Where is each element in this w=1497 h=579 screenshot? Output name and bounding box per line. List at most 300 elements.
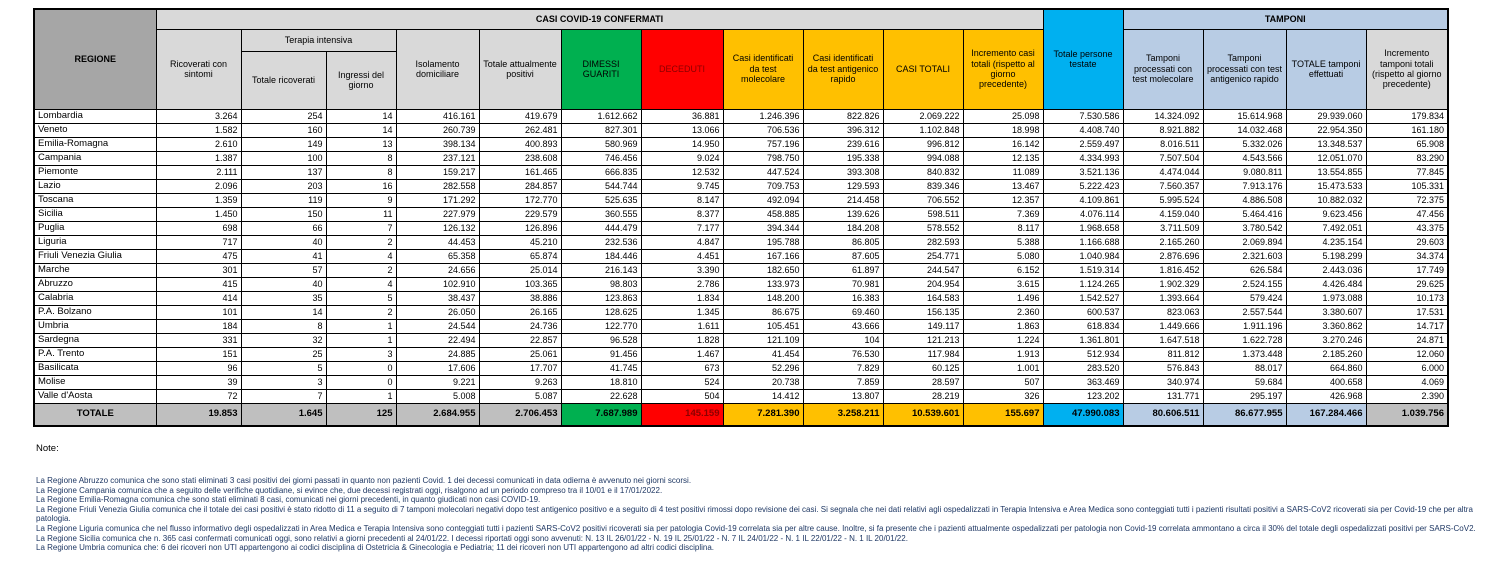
cell-ti_ingressi: 14: [326, 109, 396, 123]
table-row: [34, 207, 1448, 221]
cell-ti_ingressi: 1: [326, 319, 396, 333]
header-ti-ingressi-giorno: Ingressi del giorno: [326, 51, 396, 109]
cell-ti_totale: 66: [241, 221, 326, 235]
cell-tamponi_antigenico: 4.886.508: [1203, 193, 1286, 207]
table-header: [34, 9, 1448, 109]
cell-persone_testate: 7.530.586: [1043, 109, 1123, 123]
note-item: La Regione Friuli Venezia Giulia comunica che il totale dei casi positivi è stato ridotto di 11 a seguito di 7 tamponi molecolari negativi dopo test antigenico positivo e a seguito di 4 test positivi rimossi dopo revisione dei casi. Si segnala che nei dati relativi agli ospedalizzati in Terapia Intensiva e Area Medica sono conteggiati tutti i pazienti risultati positivi a SARS-CoV2 ricoverati sia per Covid-19 che per altra patologia.: [36, 504, 1473, 524]
cell-tamponi_antigenico: 7.913.176: [1203, 179, 1286, 193]
cell-totale_tamponi: 9.623.456: [1286, 207, 1366, 221]
table-row: [34, 151, 1448, 165]
cell-isolamento: 22.494: [396, 333, 479, 347]
cell-deceduti: 8.147: [641, 193, 723, 207]
cell-attualmente_positivi: 38.886: [479, 291, 561, 305]
cell-casi_molecolare: 447.524: [723, 165, 803, 179]
cell-incremento_tamponi: 10.173: [1366, 291, 1448, 305]
cell-deceduti: 13.066: [641, 123, 723, 137]
cell-isolamento: 227.979: [396, 207, 479, 221]
cell-incremento_casi: 18.998: [963, 123, 1043, 137]
header-ricoverati-sintomi: Ricoverati con sintomi: [156, 29, 241, 109]
cell-incremento_tamponi: 83.290: [1366, 151, 1448, 165]
note-item: La Regione Abruzzo comunica che sono stati eliminati 3 casi positivi dei giorni passati in quanto non pazienti Covid. 1 dei decessi comunicati in data odierna è avvenuto nei giorni scorsi.: [36, 476, 692, 485]
cell-ti_totale: 35: [241, 291, 326, 305]
cell-incremento_tamponi: 47.456: [1366, 207, 1448, 221]
band-tamponi: TAMPONI: [1123, 9, 1448, 29]
cell-casi_totali: 598.511: [883, 207, 963, 221]
cell-totale_tamponi: 4.235.154: [1286, 235, 1366, 249]
cell-casi_antigenico: 396.312: [803, 123, 883, 137]
cell-ti_totale: 203: [241, 179, 326, 193]
note-item: La Regione Liguria comunica che nel flusso informativo degli ospedalizzati in Area Medica e Terapia Intensiva sono conteggiati tutti i pazienti SARS-CoV2 positivi ricoverati sia per patologia Covid-19 correlata sia per altre cause. Inoltre, si fa presente che i pazienti attualmente ospedalizzati per patologia non Covid-19 correlata ammontano a circa il 30% del totale degli ospedalizzati positivi per SARS-CoV2.: [36, 523, 1476, 533]
region-name: Valle d'Aosta: [34, 389, 156, 403]
cell-incremento_tamponi: 29.625: [1366, 277, 1448, 291]
cell-ti_totale: 41: [241, 249, 326, 263]
cell-ricoverati_sintomi: 2.111: [156, 165, 241, 179]
cell-dimessi_guariti: 128.625: [561, 305, 641, 319]
cell-persone_testate: 1.542.527: [1043, 291, 1123, 305]
cell-casi_molecolare: 394.344: [723, 221, 803, 235]
cell-casi_totali: 244.547: [883, 263, 963, 277]
cell-casi_molecolare: 133.973: [723, 277, 803, 291]
table-row: [34, 291, 1448, 305]
cell-ricoverati_sintomi: 475: [156, 249, 241, 263]
cell-deceduti: 4.451: [641, 249, 723, 263]
total-cell-persone_testate: 47.990.083: [1043, 403, 1123, 426]
cell-tamponi_antigenico: 4.543.566: [1203, 151, 1286, 165]
cell-persone_testate: 512.934: [1043, 347, 1123, 361]
cell-ti_ingressi: 2: [326, 235, 396, 249]
cell-incremento_tamponi: 14.717: [1366, 319, 1448, 333]
header-isolamento: Isolamento domiciliare: [396, 29, 479, 109]
cell-casi_totali: 28.219: [883, 389, 963, 403]
cell-ti_totale: 100: [241, 151, 326, 165]
cell-totale_tamponi: 15.473.533: [1286, 179, 1366, 193]
cell-persone_testate: 4.109.861: [1043, 193, 1123, 207]
cell-persone_testate: 1.040.984: [1043, 249, 1123, 263]
cell-casi_totali: 2.069.222: [883, 109, 963, 123]
cell-tamponi_antigenico: 2.069.894: [1203, 235, 1286, 249]
cell-incremento_tamponi: 29.603: [1366, 235, 1448, 249]
total-cell-tamponi_molecolare: 80.606.511: [1123, 403, 1203, 426]
cell-persone_testate: 1.968.658: [1043, 221, 1123, 235]
total-cell-casi_totali: 10.539.601: [883, 403, 963, 426]
cell-ti_ingressi: 5: [326, 291, 396, 305]
cell-ti_ingressi: 4: [326, 249, 396, 263]
cell-ti_totale: 119: [241, 193, 326, 207]
cell-isolamento: 26.050: [396, 305, 479, 319]
region-name: Abruzzo: [34, 277, 156, 291]
cell-casi_molecolare: 20.738: [723, 375, 803, 389]
cell-casi_antigenico: 43.666: [803, 319, 883, 333]
cell-deceduti: 4.847: [641, 235, 723, 249]
header-casi-totali: CASI TOTALI: [883, 29, 963, 109]
cell-incremento_casi: 326: [963, 389, 1043, 403]
cell-incremento_casi: 8.117: [963, 221, 1043, 235]
table-row: [34, 389, 1448, 403]
cell-ti_ingressi: 14: [326, 123, 396, 137]
total-cell-isolamento: 2.684.955: [396, 403, 479, 426]
cell-casi_antigenico: 214.458: [803, 193, 883, 207]
cell-attualmente_positivi: 161.465: [479, 165, 561, 179]
cell-incremento_casi: 6.152: [963, 263, 1043, 277]
region-name: Campania: [34, 151, 156, 165]
total-row: [34, 403, 1448, 426]
cell-casi_molecolare: 105.451: [723, 319, 803, 333]
cell-deceduti: 3.390: [641, 263, 723, 277]
cell-tamponi_antigenico: 1.373.448: [1203, 347, 1286, 361]
cell-dimessi_guariti: 1.612.662: [561, 109, 641, 123]
cell-attualmente_positivi: 419.679: [479, 109, 561, 123]
cell-ti_totale: 40: [241, 235, 326, 249]
cell-incremento_casi: 7.369: [963, 207, 1043, 221]
cell-deceduti: 2.786: [641, 277, 723, 291]
cell-ricoverati_sintomi: 331: [156, 333, 241, 347]
cell-tamponi_antigenico: 9.080.811: [1203, 165, 1286, 179]
cell-deceduti: 8.377: [641, 207, 723, 221]
header-tamponi-molecolare: Tamponi processati con test molecolare: [1123, 29, 1203, 109]
cell-ti_ingressi: 13: [326, 137, 396, 151]
cell-casi_totali: 996.812: [883, 137, 963, 151]
cell-ti_ingressi: 11: [326, 207, 396, 221]
cell-attualmente_positivi: 172.770: [479, 193, 561, 207]
total-cell-dimessi_guariti: 7.687.989: [561, 403, 641, 426]
cell-persone_testate: 5.222.423: [1043, 179, 1123, 193]
cell-deceduti: 36.881: [641, 109, 723, 123]
cell-tamponi_molecolare: 1.647.518: [1123, 333, 1203, 347]
cell-persone_testate: 618.834: [1043, 319, 1123, 333]
note-item: La Regione Campania comunica che a seguito delle verifiche quotidiane, si evince che, due decessi registrati oggi, risalgono ad un periodo compreso tra il 10/01 e il 17/01/2022.: [36, 485, 663, 495]
cell-ti_ingressi: 9: [326, 193, 396, 207]
cell-deceduti: 1.345: [641, 305, 723, 319]
cell-incremento_casi: 1.224: [963, 333, 1043, 347]
table-row: [34, 193, 1448, 207]
cell-isolamento: 65.358: [396, 249, 479, 263]
cell-casi_totali: 164.583: [883, 291, 963, 305]
header-tamponi-antigenico: Tamponi processati con test antigenico rapido: [1203, 29, 1286, 109]
cell-isolamento: 24.885: [396, 347, 479, 361]
cell-incremento_casi: 507: [963, 375, 1043, 389]
cell-casi_totali: 706.552: [883, 193, 963, 207]
cell-tamponi_antigenico: 14.032.468: [1203, 123, 1286, 137]
cell-tamponi_molecolare: 4.474.044: [1123, 165, 1203, 179]
cell-ti_totale: 8: [241, 319, 326, 333]
cell-casi_molecolare: 167.166: [723, 249, 803, 263]
cell-ricoverati_sintomi: 1.387: [156, 151, 241, 165]
header-dimessi-guariti: DIMESSI GUARITI: [561, 29, 641, 109]
cell-casi_molecolare: 757.196: [723, 137, 803, 151]
cell-isolamento: 17.606: [396, 361, 479, 375]
cell-casi_molecolare: 706.536: [723, 123, 803, 137]
cell-attualmente_positivi: 25.061: [479, 347, 561, 361]
cell-casi_molecolare: 709.753: [723, 179, 803, 193]
cell-dimessi_guariti: 22.628: [561, 389, 641, 403]
cell-isolamento: 24.544: [396, 319, 479, 333]
cell-incremento_casi: 25.098: [963, 109, 1043, 123]
table-row: [34, 221, 1448, 235]
cell-incremento_casi: 1.001: [963, 361, 1043, 375]
header-persone-testate: Totale persone testate: [1043, 9, 1123, 109]
cell-totale_tamponi: 2.443.036: [1286, 263, 1366, 277]
cell-totale_tamponi: 29.939.060: [1286, 109, 1366, 123]
header-terapia-intensiva: Terapia intensiva: [241, 29, 396, 51]
cell-ricoverati_sintomi: 72: [156, 389, 241, 403]
total-cell-ti_ingressi: 125: [326, 403, 396, 426]
header-casi-antigenico: Casi identificati da test antigenico rapido: [803, 29, 883, 109]
cell-tamponi_antigenico: 5.464.416: [1203, 207, 1286, 221]
covid-data-table: [33, 8, 1449, 427]
table-body: [34, 109, 1448, 426]
header-casi-molecolare: Casi identificati da test molecolare: [723, 29, 803, 109]
cell-totale_tamponi: 400.658: [1286, 375, 1366, 389]
cell-deceduti: 7.177: [641, 221, 723, 235]
cell-tamponi_molecolare: 8.016.511: [1123, 137, 1203, 151]
region-name: Umbria: [34, 319, 156, 333]
region-name: Puglia: [34, 221, 156, 235]
cell-totale_tamponi: 3.380.607: [1286, 305, 1366, 319]
cell-ricoverati_sintomi: 1.450: [156, 207, 241, 221]
cell-attualmente_positivi: 126.896: [479, 221, 561, 235]
cell-incremento_tamponi: 65.908: [1366, 137, 1448, 151]
cell-deceduti: 9.024: [641, 151, 723, 165]
cell-ricoverati_sintomi: 415: [156, 277, 241, 291]
cell-ricoverati_sintomi: 184: [156, 319, 241, 333]
cell-deceduti: 673: [641, 361, 723, 375]
cell-isolamento: 24.656: [396, 263, 479, 277]
cell-ricoverati_sintomi: 151: [156, 347, 241, 361]
cell-ti_ingressi: 1: [326, 389, 396, 403]
cell-isolamento: 237.121: [396, 151, 479, 165]
cell-deceduti: 1.611: [641, 319, 723, 333]
cell-ti_ingressi: 3: [326, 347, 396, 361]
cell-isolamento: 38.437: [396, 291, 479, 305]
cell-tamponi_molecolare: 8.921.882: [1123, 123, 1203, 137]
total-cell-casi_antigenico: 3.258.211: [803, 403, 883, 426]
header-deceduti: DECEDUTI: [641, 29, 723, 109]
total-cell-ti_totale: 1.645: [241, 403, 326, 426]
cell-incremento_tamponi: 77.845: [1366, 165, 1448, 179]
cell-casi_antigenico: 239.616: [803, 137, 883, 151]
cell-ti_ingressi: 0: [326, 375, 396, 389]
cell-casi_antigenico: 16.383: [803, 291, 883, 305]
cell-incremento_casi: 11.089: [963, 165, 1043, 179]
cell-ricoverati_sintomi: 717: [156, 235, 241, 249]
cell-casi_totali: 994.088: [883, 151, 963, 165]
region-name: Liguria: [34, 235, 156, 249]
cell-attualmente_positivi: 22.857: [479, 333, 561, 347]
header-ti-totale-ricoverati: Totale ricoverati: [241, 51, 326, 109]
cell-incremento_tamponi: 105.331: [1366, 179, 1448, 193]
cell-incremento_casi: 16.142: [963, 137, 1043, 151]
cell-tamponi_molecolare: 1.393.664: [1123, 291, 1203, 305]
cell-tamponi_molecolare: 7.560.357: [1123, 179, 1203, 193]
cell-ti_ingressi: 1: [326, 333, 396, 347]
cell-attualmente_positivi: 238.608: [479, 151, 561, 165]
cell-ricoverati_sintomi: 101: [156, 305, 241, 319]
cell-dimessi_guariti: 96.528: [561, 333, 641, 347]
region-name: P.A. Bolzano: [34, 305, 156, 319]
cell-isolamento: 9.221: [396, 375, 479, 389]
cell-tamponi_antigenico: 2.557.544: [1203, 305, 1286, 319]
cell-ti_totale: 40: [241, 277, 326, 291]
cell-dimessi_guariti: 666.835: [561, 165, 641, 179]
cell-dimessi_guariti: 122.770: [561, 319, 641, 333]
table-row: [34, 347, 1448, 361]
cell-totale_tamponi: 7.492.051: [1286, 221, 1366, 235]
cell-incremento_casi: 12.135: [963, 151, 1043, 165]
cell-tamponi_antigenico: 15.614.968: [1203, 109, 1286, 123]
table-row: [34, 361, 1448, 375]
cell-totale_tamponi: 664.860: [1286, 361, 1366, 375]
table-row: [34, 375, 1448, 389]
cell-persone_testate: 283.520: [1043, 361, 1123, 375]
cell-tamponi_antigenico: 1.911.196: [1203, 319, 1286, 333]
cell-totale_tamponi: 1.973.088: [1286, 291, 1366, 305]
cell-casi_antigenico: 69.460: [803, 305, 883, 319]
cell-dimessi_guariti: 746.456: [561, 151, 641, 165]
region-name: Marche: [34, 263, 156, 277]
cell-casi_totali: 204.954: [883, 277, 963, 291]
cell-persone_testate: 1.124.265: [1043, 277, 1123, 291]
cell-tamponi_antigenico: 295.197: [1203, 389, 1286, 403]
cell-ti_ingressi: 2: [326, 305, 396, 319]
cell-attualmente_positivi: 400.893: [479, 137, 561, 151]
region-name: Sicilia: [34, 207, 156, 221]
cell-deceduti: 9.745: [641, 179, 723, 193]
cell-persone_testate: 4.408.740: [1043, 123, 1123, 137]
header-attualmente-positivi: Totale attualmente positivi: [479, 29, 561, 109]
cell-persone_testate: 3.521.136: [1043, 165, 1123, 179]
note-item: La Regione Sicilia comunica che n. 365 casi confermati comunicati oggi, sono relativi a giorni precedenti al 24/01/22. I decessi riportati oggi sono avvenuti: N. 13 IL 26/01/22 - N. 19 IL 25/01/22 - N. 7 IL 24/01/22 - N. 1 IL 22/01/22 - N. 1 IL 20/01/22.: [36, 533, 908, 543]
cell-ricoverati_sintomi: 39: [156, 375, 241, 389]
cell-tamponi_antigenico: 2.321.603: [1203, 249, 1286, 263]
cell-dimessi_guariti: 184.446: [561, 249, 641, 263]
cell-casi_antigenico: 87.605: [803, 249, 883, 263]
cell-casi_molecolare: 1.246.396: [723, 109, 803, 123]
region-name: Emilia-Romagna: [34, 137, 156, 151]
band-casi-confermati: CASI COVID-19 CONFERMATI: [156, 9, 1043, 29]
cell-casi_totali: 60.125: [883, 361, 963, 375]
cell-persone_testate: 1.361.801: [1043, 333, 1123, 347]
cell-casi_antigenico: 822.826: [803, 109, 883, 123]
cell-tamponi_molecolare: 5.995.524: [1123, 193, 1203, 207]
cell-casi_totali: 149.117: [883, 319, 963, 333]
cell-ti_ingressi: 8: [326, 151, 396, 165]
cell-tamponi_molecolare: 2.165.260: [1123, 235, 1203, 249]
table-row: [34, 123, 1448, 137]
cell-dimessi_guariti: 544.744: [561, 179, 641, 193]
cell-ricoverati_sintomi: 1.359: [156, 193, 241, 207]
cell-incremento_tamponi: 161.180: [1366, 123, 1448, 137]
cell-tamponi_antigenico: 626.584: [1203, 263, 1286, 277]
cell-ti_totale: 25: [241, 347, 326, 361]
cell-ti_totale: 5: [241, 361, 326, 375]
cell-incremento_casi: 2.360: [963, 305, 1043, 319]
cell-casi_molecolare: 182.650: [723, 263, 803, 277]
cell-incremento_casi: 12.357: [963, 193, 1043, 207]
cell-ricoverati_sintomi: 3.264: [156, 109, 241, 123]
region-name: Lazio: [34, 179, 156, 193]
total-cell-tamponi_antigenico: 86.677.955: [1203, 403, 1286, 426]
cell-casi_antigenico: 86.805: [803, 235, 883, 249]
cell-totale_tamponi: 10.882.032: [1286, 193, 1366, 207]
cell-ricoverati_sintomi: 96: [156, 361, 241, 375]
table-row: [34, 305, 1448, 319]
cell-casi_antigenico: 195.338: [803, 151, 883, 165]
cell-incremento_casi: 1.863: [963, 319, 1043, 333]
cell-ricoverati_sintomi: 301: [156, 263, 241, 277]
cell-casi_totali: 117.984: [883, 347, 963, 361]
cell-incremento_tamponi: 2.390: [1366, 389, 1448, 403]
cell-tamponi_molecolare: 823.063: [1123, 305, 1203, 319]
cell-tamponi_antigenico: 1.622.728: [1203, 333, 1286, 347]
cell-attualmente_positivi: 24.736: [479, 319, 561, 333]
cell-ti_totale: 150: [241, 207, 326, 221]
cell-totale_tamponi: 13.348.537: [1286, 137, 1366, 151]
region-name: Sardegna: [34, 333, 156, 347]
cell-casi_totali: 156.135: [883, 305, 963, 319]
cell-incremento_tamponi: 34.374: [1366, 249, 1448, 263]
cell-incremento_tamponi: 179.834: [1366, 109, 1448, 123]
cell-tamponi_molecolare: 1.902.329: [1123, 277, 1203, 291]
cell-dimessi_guariti: 444.479: [561, 221, 641, 235]
cell-ti_totale: 149: [241, 137, 326, 151]
region-name: Friuli Venezia Giulia: [34, 249, 156, 263]
cell-ricoverati_sintomi: 414: [156, 291, 241, 305]
cell-ricoverati_sintomi: 1.582: [156, 123, 241, 137]
cell-ti_ingressi: 7: [326, 221, 396, 235]
cell-ti_ingressi: 8: [326, 165, 396, 179]
total-cell-ricoverati_sintomi: 19.853: [156, 403, 241, 426]
cell-isolamento: 159.217: [396, 165, 479, 179]
cell-ti_totale: 32: [241, 333, 326, 347]
cell-dimessi_guariti: 232.536: [561, 235, 641, 249]
cell-totale_tamponi: 12.051.070: [1286, 151, 1366, 165]
notes-section: [36, 443, 1492, 553]
cell-casi_molecolare: 14.412: [723, 389, 803, 403]
cell-incremento_tamponi: 72.375: [1366, 193, 1448, 207]
cell-persone_testate: 1.519.314: [1043, 263, 1123, 277]
table-row: [34, 109, 1448, 123]
cell-ti_totale: 3: [241, 375, 326, 389]
cell-tamponi_molecolare: 1.816.452: [1123, 263, 1203, 277]
cell-casi_molecolare: 798.750: [723, 151, 803, 165]
cell-tamponi_antigenico: 3.780.542: [1203, 221, 1286, 235]
cell-casi_antigenico: 70.981: [803, 277, 883, 291]
region-name: Veneto: [34, 123, 156, 137]
cell-casi_antigenico: 7.829: [803, 361, 883, 375]
cell-incremento_tamponi: 24.871: [1366, 333, 1448, 347]
cell-isolamento: 5.008: [396, 389, 479, 403]
cell-deceduti: 1.834: [641, 291, 723, 305]
cell-dimessi_guariti: 360.555: [561, 207, 641, 221]
cell-persone_testate: 1.166.688: [1043, 235, 1123, 249]
total-cell-attualmente_positivi: 2.706.453: [479, 403, 561, 426]
cell-ti_totale: 254: [241, 109, 326, 123]
table-row: [34, 333, 1448, 347]
cell-incremento_casi: 5.388: [963, 235, 1043, 249]
cell-persone_testate: 4.334.993: [1043, 151, 1123, 165]
cell-isolamento: 282.558: [396, 179, 479, 193]
cell-ricoverati_sintomi: 698: [156, 221, 241, 235]
cell-dimessi_guariti: 525.635: [561, 193, 641, 207]
cell-casi_antigenico: 184.208: [803, 221, 883, 235]
cell-incremento_tamponi: 17.749: [1366, 263, 1448, 277]
notes-list: [36, 476, 1492, 553]
cell-incremento_casi: 13.467: [963, 179, 1043, 193]
cell-casi_antigenico: 7.859: [803, 375, 883, 389]
cell-dimessi_guariti: 123.863: [561, 291, 641, 305]
cell-casi_antigenico: 13.807: [803, 389, 883, 403]
